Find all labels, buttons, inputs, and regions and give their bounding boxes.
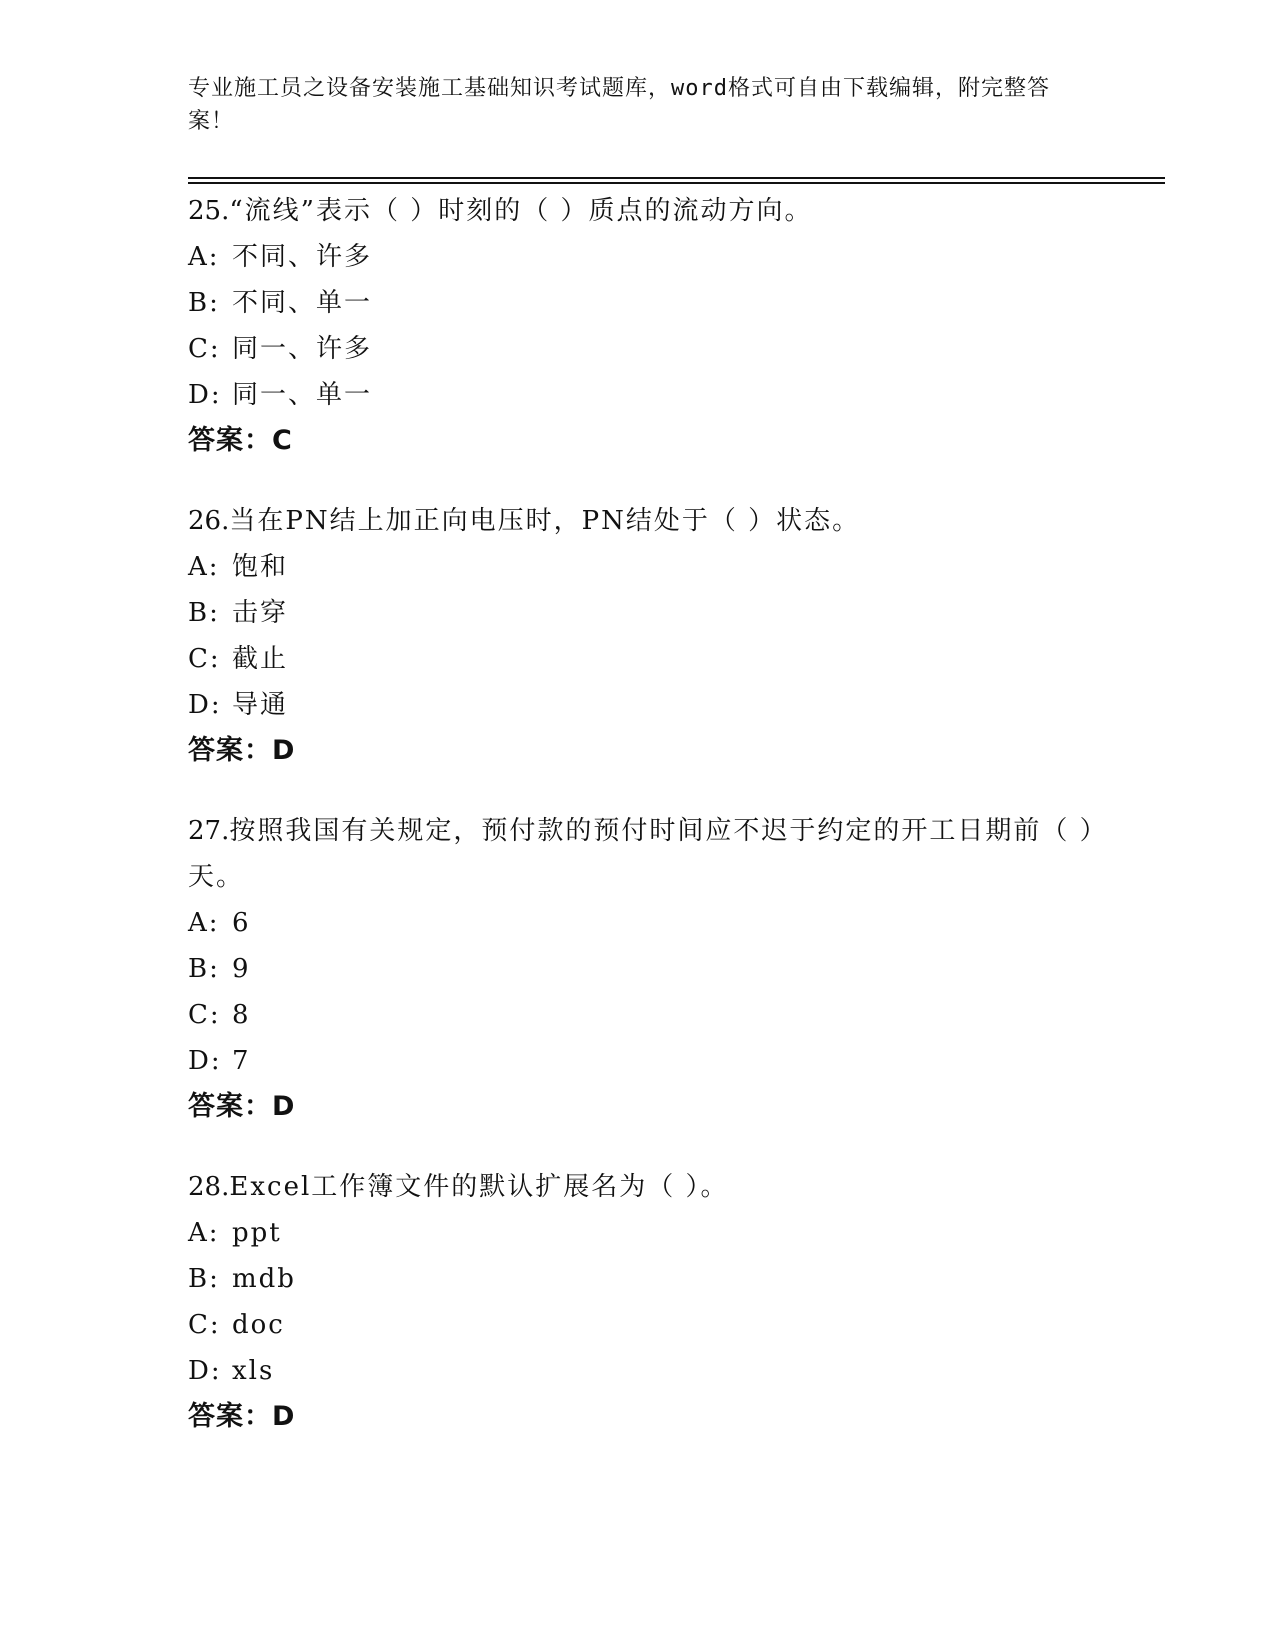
option-text: 8 bbox=[232, 1000, 251, 1030]
header-divider-bottom bbox=[188, 182, 1165, 184]
option-d bbox=[188, 1348, 1118, 1394]
option-key: B: bbox=[188, 1264, 220, 1294]
option-text: mdb bbox=[232, 1264, 296, 1294]
question-text: Excel工作簿文件的默认扩展名为（ ）。 bbox=[229, 1172, 729, 1202]
option-d bbox=[188, 1038, 1118, 1084]
question-27 bbox=[188, 808, 1118, 1130]
option-text: 不同、许多 bbox=[232, 242, 373, 272]
question-text: 当在PN结上加正向电压时，PN结处于（ ）状态。 bbox=[229, 506, 861, 536]
option-key: C: bbox=[188, 644, 221, 674]
option-text: 6 bbox=[232, 908, 251, 938]
option-key: B: bbox=[188, 598, 220, 628]
option-key: D: bbox=[188, 690, 222, 720]
question-text: 按照我国有关规定，预付款的预付时间应不迟于约定的开工日期前（ ）天。 bbox=[188, 816, 1108, 892]
question-number: 28. bbox=[188, 1172, 230, 1202]
option-text: 导通 bbox=[232, 690, 289, 720]
option-b bbox=[188, 590, 1118, 636]
question-25 bbox=[188, 188, 1118, 464]
question-stem bbox=[188, 498, 1118, 544]
option-d bbox=[188, 372, 1118, 418]
option-c bbox=[188, 992, 1118, 1038]
option-d bbox=[188, 682, 1118, 728]
option-key: C: bbox=[188, 1000, 221, 1030]
option-text: 饱和 bbox=[232, 552, 289, 582]
option-key: A: bbox=[188, 552, 220, 582]
option-text: 击穿 bbox=[232, 598, 289, 628]
answer-line: 答案：D bbox=[188, 1091, 296, 1122]
question-stem bbox=[188, 808, 1118, 900]
option-text: 同一、许多 bbox=[232, 334, 373, 364]
option-text: ppt bbox=[232, 1218, 282, 1248]
option-text: 截止 bbox=[232, 644, 289, 674]
option-text: doc bbox=[232, 1310, 285, 1340]
option-key: C: bbox=[188, 1310, 221, 1340]
question-28 bbox=[188, 1164, 1118, 1440]
question-number: 25. bbox=[188, 196, 230, 226]
option-text: 9 bbox=[232, 954, 251, 984]
question-number: 26. bbox=[188, 506, 230, 536]
option-key: D: bbox=[188, 380, 222, 410]
option-b bbox=[188, 1256, 1118, 1302]
question-stem bbox=[188, 188, 1118, 234]
question-number: 27. bbox=[188, 816, 230, 846]
answer-line: 答案：C bbox=[188, 425, 293, 456]
header-divider-top bbox=[188, 177, 1165, 179]
option-key: A: bbox=[188, 908, 220, 938]
option-text: 7 bbox=[232, 1046, 251, 1076]
option-key: D: bbox=[188, 1046, 222, 1076]
option-key: D: bbox=[188, 1356, 222, 1386]
option-c bbox=[188, 636, 1118, 682]
option-text: 同一、单一 bbox=[232, 380, 373, 410]
question-26 bbox=[188, 498, 1118, 774]
question-list bbox=[188, 188, 1118, 1474]
option-text: xls bbox=[232, 1356, 275, 1386]
answer-line: 答案：D bbox=[188, 735, 296, 766]
option-key: C: bbox=[188, 334, 221, 364]
option-key: B: bbox=[188, 954, 220, 984]
option-text: 不同、单一 bbox=[232, 288, 373, 318]
option-c bbox=[188, 1302, 1118, 1348]
option-a bbox=[188, 1210, 1118, 1256]
option-b bbox=[188, 946, 1118, 992]
option-a bbox=[188, 234, 1118, 280]
option-b bbox=[188, 280, 1118, 326]
answer-line: 答案：D bbox=[188, 1401, 296, 1432]
document-header: 专业施工员之设备安装施工基础知识考试题库，word格式可自由下载编辑，附完整答案！ bbox=[188, 76, 1050, 134]
option-key: A: bbox=[188, 1218, 220, 1248]
option-a bbox=[188, 544, 1118, 590]
option-c bbox=[188, 326, 1118, 372]
question-text: “流线”表示（ ）时刻的（ ）质点的流动方向。 bbox=[229, 196, 813, 226]
question-stem bbox=[188, 1164, 1118, 1210]
option-key: B: bbox=[188, 288, 220, 318]
option-key: A: bbox=[188, 242, 220, 272]
option-a bbox=[188, 900, 1118, 946]
